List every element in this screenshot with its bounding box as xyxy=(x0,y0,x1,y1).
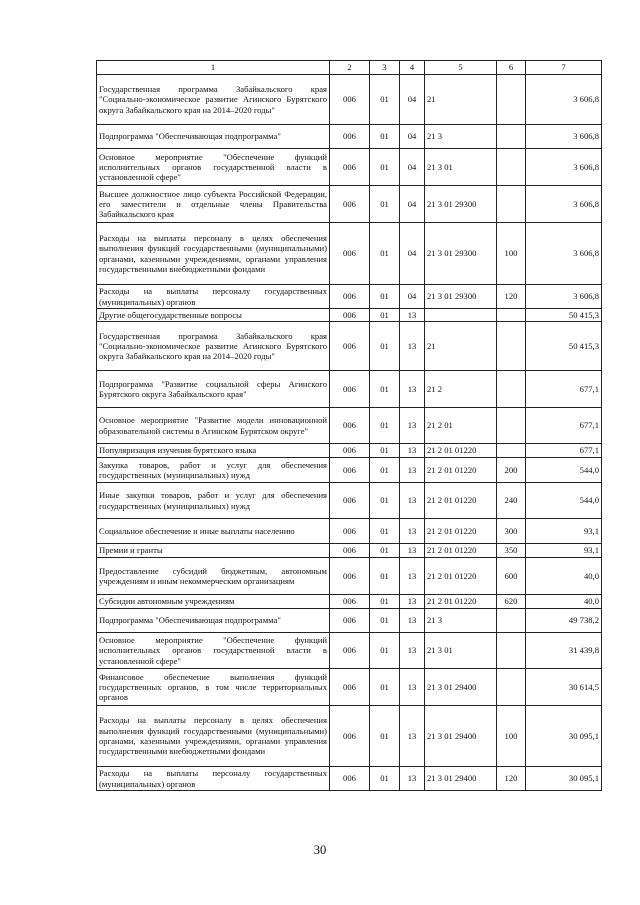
row-amount-cell: 677,1 xyxy=(526,444,602,458)
row-expense-type-cell: 620 xyxy=(497,595,526,609)
row-name-cell: Расходы на выплаты персоналу в целях обеспечения выполнения функций государственными (муниципальными) органами, казенными учреждениями, органами управления государственными внебюджетными фондами xyxy=(97,706,330,767)
row-name-cell: Расходы на выплаты персоналу государственных (муниципальных) органов xyxy=(97,767,330,791)
table-row xyxy=(97,458,602,483)
row-section-cell: 01 xyxy=(370,767,400,791)
row-section-cell: 01 xyxy=(370,633,400,669)
row-name-cell: Основное мероприятие "Обеспечение функций исполнительных органов государственной власти в установленной сфере" xyxy=(97,149,330,186)
row-name-cell: Расходы на выплаты персоналу государственных (муниципальных) органов xyxy=(97,285,330,309)
row-section-cell: 01 xyxy=(370,149,400,186)
row-grbs-cell: 006 xyxy=(330,669,370,706)
table-row xyxy=(97,371,602,408)
row-subsection-cell: 13 xyxy=(400,322,425,371)
row-expense-type-cell: 200 xyxy=(497,458,526,483)
row-target-article-cell: 21 xyxy=(425,322,497,371)
row-subsection-cell: 13 xyxy=(400,544,425,558)
row-expense-type-cell xyxy=(497,186,526,223)
table-row xyxy=(97,322,602,371)
table-header-row xyxy=(97,61,602,75)
row-name-cell: Премии и гранты xyxy=(97,544,330,558)
row-section-cell: 01 xyxy=(370,444,400,458)
row-subsection-cell: 13 xyxy=(400,558,425,595)
row-name-cell: Субсидии автономным учреждениям xyxy=(97,595,330,609)
table-row xyxy=(97,669,602,706)
row-expense-type-cell xyxy=(497,669,526,706)
table-row xyxy=(97,408,602,444)
row-amount-cell: 50 415,3 xyxy=(526,309,602,322)
row-name-cell: Предоставление субсидий бюджетным, автономным учреждениям и иным некоммерческим организациям xyxy=(97,558,330,595)
row-target-article-cell: 21 3 01 29300 xyxy=(425,186,497,223)
table-row xyxy=(97,125,602,149)
row-grbs-cell: 006 xyxy=(330,558,370,595)
row-grbs-cell: 006 xyxy=(330,75,370,125)
column-header-amount: 7 xyxy=(526,61,602,75)
row-subsection-cell: 04 xyxy=(400,285,425,309)
row-amount-cell: 3 606,8 xyxy=(526,223,602,285)
row-subsection-cell: 04 xyxy=(400,149,425,186)
row-amount-cell: 30 614,5 xyxy=(526,669,602,706)
row-name-cell: Государственная программа Забайкальского края "Социально-экономическое развитие Агинского Бурятского округа Забайкальского края на 2014–2020 годы" xyxy=(97,322,330,371)
row-expense-type-cell: 350 xyxy=(497,544,526,558)
table-row xyxy=(97,595,602,609)
row-name-cell: Социальное обеспечение и иные выплаты населению xyxy=(97,519,330,544)
row-grbs-cell: 006 xyxy=(330,322,370,371)
table-row xyxy=(97,558,602,595)
row-amount-cell: 3 606,8 xyxy=(526,186,602,223)
table-body xyxy=(97,75,602,791)
row-amount-cell: 544,0 xyxy=(526,483,602,519)
column-header-subsection: 4 xyxy=(400,61,425,75)
row-grbs-cell: 006 xyxy=(330,544,370,558)
table-row xyxy=(97,483,602,519)
table-row xyxy=(97,519,602,544)
row-expense-type-cell xyxy=(497,309,526,322)
table-row xyxy=(97,285,602,309)
row-name-cell: Популяризация изучения бурятского языка xyxy=(97,444,330,458)
row-amount-cell: 49 738,2 xyxy=(526,609,602,633)
row-subsection-cell: 13 xyxy=(400,371,425,408)
row-grbs-cell: 006 xyxy=(330,408,370,444)
row-grbs-cell: 006 xyxy=(330,444,370,458)
row-subsection-cell: 04 xyxy=(400,186,425,223)
row-subsection-cell: 04 xyxy=(400,125,425,149)
row-expense-type-cell: 120 xyxy=(497,285,526,309)
row-expense-type-cell xyxy=(497,371,526,408)
row-amount-cell: 3 606,8 xyxy=(526,285,602,309)
table-row xyxy=(97,706,602,767)
row-section-cell: 01 xyxy=(370,558,400,595)
column-header-section: 3 xyxy=(370,61,400,75)
row-section-cell: 01 xyxy=(370,223,400,285)
row-section-cell: 01 xyxy=(370,285,400,309)
row-grbs-cell: 006 xyxy=(330,519,370,544)
row-target-article-cell: 21 3 01 xyxy=(425,633,497,669)
row-section-cell: 01 xyxy=(370,186,400,223)
row-amount-cell: 50 415,3 xyxy=(526,322,602,371)
row-amount-cell: 40,0 xyxy=(526,558,602,595)
row-target-article-cell xyxy=(425,309,497,322)
row-section-cell: 01 xyxy=(370,595,400,609)
table-row xyxy=(97,309,602,322)
row-section-cell: 01 xyxy=(370,669,400,706)
row-amount-cell: 93,1 xyxy=(526,519,602,544)
row-expense-type-cell: 600 xyxy=(497,558,526,595)
row-subsection-cell: 13 xyxy=(400,444,425,458)
row-subsection-cell: 04 xyxy=(400,75,425,125)
row-name-cell: Подпрограмма "Развитие социальной сферы Агинского Бурятского округа Забайкальского края" xyxy=(97,371,330,408)
row-subsection-cell: 13 xyxy=(400,633,425,669)
row-grbs-cell: 006 xyxy=(330,458,370,483)
row-subsection-cell: 13 xyxy=(400,669,425,706)
row-section-cell: 01 xyxy=(370,458,400,483)
row-subsection-cell: 13 xyxy=(400,767,425,791)
row-amount-cell: 3 606,8 xyxy=(526,75,602,125)
row-section-cell: 01 xyxy=(370,371,400,408)
row-target-article-cell: 21 2 01 01220 xyxy=(425,519,497,544)
row-amount-cell: 30 095,1 xyxy=(526,706,602,767)
row-target-article-cell: 21 2 01 01220 xyxy=(425,458,497,483)
row-target-article-cell: 21 3 01 29300 xyxy=(425,285,497,309)
row-target-article-cell: 21 2 xyxy=(425,371,497,408)
row-subsection-cell: 13 xyxy=(400,706,425,767)
column-header-name: 1 xyxy=(97,61,330,75)
table-row xyxy=(97,223,602,285)
row-target-article-cell: 21 2 01 01220 xyxy=(425,558,497,595)
row-section-cell: 01 xyxy=(370,609,400,633)
row-section-cell: 01 xyxy=(370,125,400,149)
row-section-cell: 01 xyxy=(370,322,400,371)
table-row xyxy=(97,149,602,186)
table-row xyxy=(97,444,602,458)
row-grbs-cell: 006 xyxy=(330,483,370,519)
row-target-article-cell: 21 2 01 01220 xyxy=(425,595,497,609)
row-amount-cell: 40,0 xyxy=(526,595,602,609)
row-name-cell: Финансовое обеспечение выполнения функций государственных органов, в том числе территориальных органов xyxy=(97,669,330,706)
row-subsection-cell: 13 xyxy=(400,595,425,609)
row-grbs-cell: 006 xyxy=(330,309,370,322)
page-number: 30 xyxy=(313,843,327,857)
row-amount-cell: 3 606,8 xyxy=(526,125,602,149)
row-grbs-cell: 006 xyxy=(330,125,370,149)
table-row xyxy=(97,767,602,791)
row-amount-cell: 3 606,8 xyxy=(526,149,602,186)
row-subsection-cell: 13 xyxy=(400,609,425,633)
row-subsection-cell: 13 xyxy=(400,483,425,519)
row-name-cell: Закупка товаров, работ и услуг для обеспечения государственных (муниципальных) нужд xyxy=(97,458,330,483)
table-row xyxy=(97,544,602,558)
row-target-article-cell: 21 3 01 29400 xyxy=(425,767,497,791)
row-target-article-cell: 21 xyxy=(425,75,497,125)
row-amount-cell: 544,0 xyxy=(526,458,602,483)
row-amount-cell: 30 095,1 xyxy=(526,767,602,791)
table-row xyxy=(97,609,602,633)
row-subsection-cell: 13 xyxy=(400,519,425,544)
table-row xyxy=(97,75,602,125)
column-header-target-article: 5 xyxy=(425,61,497,75)
row-expense-type-cell: 300 xyxy=(497,519,526,544)
row-section-cell: 01 xyxy=(370,408,400,444)
row-expense-type-cell: 240 xyxy=(497,483,526,519)
row-target-article-cell: 21 2 01 xyxy=(425,408,497,444)
row-target-article-cell: 21 3 01 xyxy=(425,149,497,186)
row-subsection-cell: 13 xyxy=(400,458,425,483)
row-expense-type-cell: 100 xyxy=(497,223,526,285)
row-subsection-cell: 04 xyxy=(400,223,425,285)
row-expense-type-cell xyxy=(497,609,526,633)
row-amount-cell: 93,1 xyxy=(526,544,602,558)
row-target-article-cell: 21 3 xyxy=(425,609,497,633)
row-section-cell: 01 xyxy=(370,519,400,544)
row-section-cell: 01 xyxy=(370,309,400,322)
row-section-cell: 01 xyxy=(370,75,400,125)
row-name-cell: Подпрограмма "Обеспечивающая подпрограмма" xyxy=(97,609,330,633)
row-grbs-cell: 006 xyxy=(330,595,370,609)
row-section-cell: 01 xyxy=(370,483,400,519)
row-grbs-cell: 006 xyxy=(330,149,370,186)
row-grbs-cell: 006 xyxy=(330,609,370,633)
budget-table xyxy=(96,60,602,791)
row-name-cell: Основное мероприятие "Обеспечение функций исполнительных органов государственной власти в установленной сфере" xyxy=(97,633,330,669)
row-grbs-cell: 006 xyxy=(330,767,370,791)
row-expense-type-cell xyxy=(497,444,526,458)
row-expense-type-cell xyxy=(497,75,526,125)
row-amount-cell: 31 439,8 xyxy=(526,633,602,669)
row-name-cell: Государственная программа Забайкальского края "Социально-экономическое развитие Агинского Бурятского округа Забайкальского края на 2014–2020 годы" xyxy=(97,75,330,125)
row-section-cell: 01 xyxy=(370,544,400,558)
column-header-expense-type: 6 xyxy=(497,61,526,75)
row-target-article-cell: 21 3 01 29300 xyxy=(425,223,497,285)
row-grbs-cell: 006 xyxy=(330,706,370,767)
row-target-article-cell: 21 3 xyxy=(425,125,497,149)
row-subsection-cell: 13 xyxy=(400,408,425,444)
row-grbs-cell: 006 xyxy=(330,285,370,309)
row-expense-type-cell xyxy=(497,408,526,444)
row-expense-type-cell: 120 xyxy=(497,767,526,791)
row-target-article-cell: 21 2 01 01220 xyxy=(425,444,497,458)
row-name-cell: Иные закупки товаров, работ и услуг для обеспечения государственных (муниципальных) нужд xyxy=(97,483,330,519)
row-name-cell: Другие общегосударственные вопросы xyxy=(97,309,330,322)
row-target-article-cell: 21 2 01 01220 xyxy=(425,544,497,558)
row-name-cell: Высшее должностное лицо субъекта Российской Федерации, его заместители и отдельные члены Правительства Забайкальского края xyxy=(97,186,330,223)
row-section-cell: 01 xyxy=(370,706,400,767)
row-amount-cell: 677,1 xyxy=(526,371,602,408)
row-amount-cell: 677,1 xyxy=(526,408,602,444)
table-row xyxy=(97,186,602,223)
row-grbs-cell: 006 xyxy=(330,633,370,669)
row-grbs-cell: 006 xyxy=(330,223,370,285)
row-target-article-cell: 21 2 01 01220 xyxy=(425,483,497,519)
row-grbs-cell: 006 xyxy=(330,186,370,223)
row-expense-type-cell xyxy=(497,149,526,186)
row-name-cell: Расходы на выплаты персоналу в целях обеспечения выполнения функций государственными (муниципальными) органами, казенными учреждениями, органами управления государственными внебюджетными фондами xyxy=(97,223,330,285)
row-target-article-cell: 21 3 01 29400 xyxy=(425,669,497,706)
column-header-grbs: 2 xyxy=(330,61,370,75)
row-expense-type-cell xyxy=(497,125,526,149)
row-grbs-cell: 006 xyxy=(330,371,370,408)
row-name-cell: Подпрограмма "Обеспечивающая подпрограмма" xyxy=(97,125,330,149)
row-subsection-cell: 13 xyxy=(400,309,425,322)
row-expense-type-cell xyxy=(497,322,526,371)
row-name-cell: Основное мероприятие "Развитие модели инновационной образовательной системы в Агинском Бурятском округе" xyxy=(97,408,330,444)
row-expense-type-cell: 100 xyxy=(497,706,526,767)
row-expense-type-cell xyxy=(497,633,526,669)
row-target-article-cell: 21 3 01 29400 xyxy=(425,706,497,767)
table-row xyxy=(97,633,602,669)
